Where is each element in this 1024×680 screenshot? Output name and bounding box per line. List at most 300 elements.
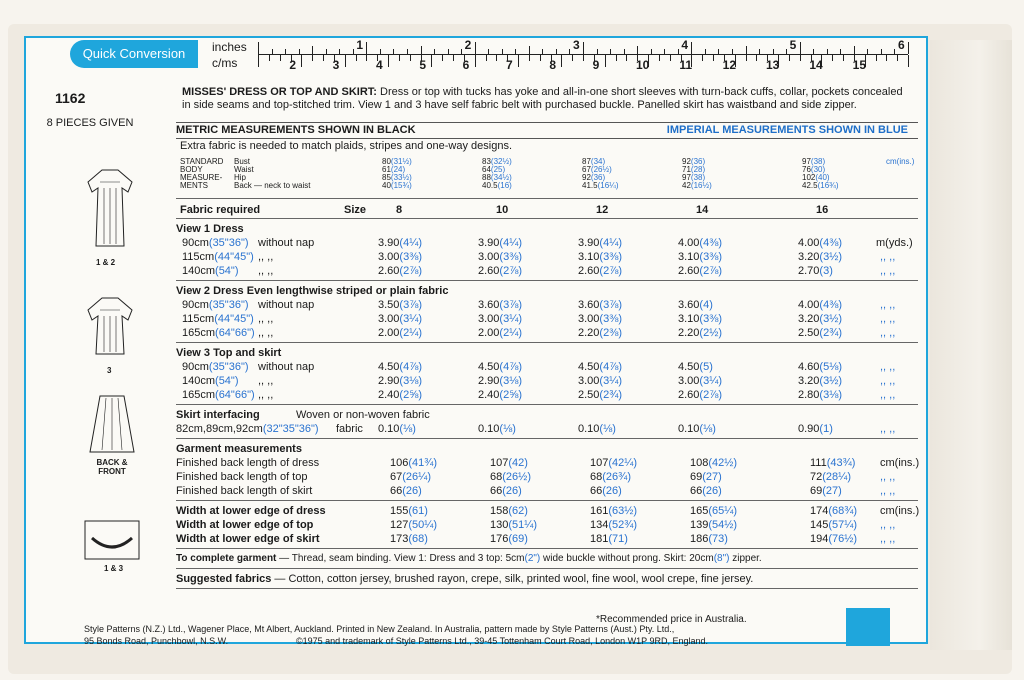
- garment-value: 69(27): [690, 471, 722, 483]
- description: [176, 86, 916, 114]
- ruler-tick: [773, 49, 774, 54]
- garment-value: 72(28¼): [810, 471, 851, 483]
- ruler-tick: [746, 55, 747, 61]
- width-value: 161(63½): [590, 505, 638, 517]
- ruler-tick: [713, 55, 714, 61]
- cm-mark: 8: [549, 58, 557, 72]
- garment-value: 66(26): [390, 485, 422, 497]
- ruler-tick: [502, 49, 503, 54]
- complete-garment: To complete garment — Thread, seam binding. View 1: Dress and 3 top: 5cm(2") wide buckle without prong. Skirt: 20cm(8") zipper.: [176, 553, 762, 564]
- ruler-tick: [670, 55, 671, 61]
- ditto-mark: ,, ,,: [880, 361, 896, 373]
- standard-value: 67(26½): [582, 165, 612, 174]
- fabric-width: 165cm(64"66"): [182, 389, 255, 401]
- standard-value: 76(30): [802, 165, 826, 174]
- fabric-amount: 3.00(3⅜): [378, 251, 423, 263]
- ruler-tick: [843, 55, 844, 61]
- fabric-note: ,, ,,: [258, 251, 274, 263]
- dress-figure-icon: [80, 166, 140, 256]
- standard-value: 41.5(16¼): [582, 181, 619, 190]
- ruler-tick: [475, 42, 476, 54]
- fabric-amount: 3.90(4¼): [578, 237, 623, 249]
- fabric-amount: 3.50(3⅞): [378, 299, 423, 311]
- fabric-amount: 2.60(2⅞): [678, 389, 723, 401]
- fabric-amount: 4.00(4⅜): [678, 237, 723, 249]
- fabric-amount: 3.00(3¼): [678, 375, 723, 387]
- description-title: MISSES' DRESS OR TOP AND SKIRT:: [182, 86, 377, 98]
- standard-value: 97(38): [802, 157, 826, 166]
- width-value: 139(54½): [690, 519, 738, 531]
- garment-value: 68(26¾): [590, 471, 631, 483]
- fabric-width: 140cm(54"): [182, 375, 239, 387]
- width-value: 145(57¼): [810, 519, 858, 531]
- ditto-mark: ,, ,,: [880, 265, 896, 277]
- ditto-mark: ,, ,,: [880, 251, 896, 263]
- ruler-tick: [399, 55, 400, 61]
- fabric-amount: 3.00(3⅜): [478, 251, 523, 263]
- ruler-tick: [827, 49, 828, 54]
- ruler-tick: [867, 49, 868, 54]
- fabric-note: ,, ,,: [258, 313, 274, 325]
- fabric-amount: 2.20(2½): [678, 327, 723, 339]
- ruler-tick: [664, 49, 665, 54]
- recommended-price: *Recommended price in Australia.: [596, 614, 747, 625]
- standard-value: 64(25): [482, 165, 506, 174]
- ditto-mark: ,, ,,: [880, 327, 896, 339]
- cm-mark: 14: [809, 58, 823, 72]
- footer-line-2b: ©1975 and trademark of Style Patterns Ltd., 39-45 Tottenham Court Road, London W1P 9RD, England.: [296, 636, 709, 646]
- garment-title: Garment measurements: [176, 443, 302, 455]
- width-value: 134(52¾): [590, 519, 638, 531]
- ruler-tick: [486, 55, 487, 61]
- width-value: 155(61): [390, 505, 428, 517]
- fabric-note: without nap: [258, 237, 315, 249]
- width-value: 173(68): [390, 533, 428, 545]
- ruler-tick: [583, 42, 584, 54]
- ruler-tick: [800, 42, 801, 54]
- standard-value: 61(24): [382, 165, 406, 174]
- ruler-tick: [326, 49, 327, 54]
- ruler-tick: [280, 55, 281, 61]
- size-heading: 10: [496, 204, 509, 216]
- section-unit: m(yds.): [876, 237, 913, 249]
- fabric-width: 165cm(64"66"): [182, 327, 255, 339]
- ruler-tick: [756, 55, 757, 61]
- cm-mark: 11: [679, 58, 693, 72]
- section-divider: [176, 438, 918, 439]
- ruler-tick: [624, 49, 625, 54]
- standard-value: 92(36): [682, 157, 706, 166]
- fabric-width: 90cm(35"36"): [182, 361, 249, 373]
- ruler-tick: [258, 55, 259, 67]
- fabric-amount: 2.40(2⅝): [478, 389, 523, 401]
- ruler-tick: [488, 49, 489, 54]
- description-text: Dress or top with tucks has yoke and all-in-one short sleeves with turn-back cuffs, collar, pockets concealed in side seams and top-stitched trim. View 1 and 3 have self fabric belt with purchased buckle. Panelled skirt has waistband and side zipper.: [182, 86, 903, 111]
- ruler-tick: [702, 55, 703, 61]
- width-value: 158(62): [490, 505, 528, 517]
- ruler-tick: [832, 55, 833, 61]
- cms-label: c/ms: [212, 56, 238, 70]
- fabric-amount: 4.50(5): [678, 361, 713, 373]
- fabric-amount: 3.00(3¼): [578, 375, 623, 387]
- inch-mark: 3: [573, 38, 580, 52]
- standard-label: MENTS: [180, 181, 208, 190]
- standard-value: 40(15¾): [382, 181, 412, 190]
- ruler-tick: [312, 46, 313, 54]
- width-value: 165(65¼): [690, 505, 738, 517]
- cm-mark: 9: [592, 58, 600, 72]
- ditto-mark: ,, ,,: [880, 299, 896, 311]
- cm-mark: 6: [462, 58, 470, 72]
- garment-value: 66(26): [590, 485, 622, 497]
- garment-value: 66(26): [690, 485, 722, 497]
- width-value: 176(69): [490, 533, 528, 545]
- ruler-tick: [637, 46, 638, 54]
- cm-mark: 7: [506, 58, 513, 72]
- interfacing-amount: 0.10(⅛): [378, 423, 416, 435]
- footer-line-1: Style Patterns (N.Z.) Ltd., Wagener Place, Mt Albert, Auckland. Printed in New Zealand. In Australia, pattern made by Style Patterns (Aust.) Pty. Ltd.,: [84, 624, 675, 634]
- section-divider: [176, 500, 918, 501]
- ruler-tick: [583, 55, 584, 61]
- figure-label-1-3: 1 & 3: [104, 564, 124, 573]
- section-divider: [176, 568, 918, 569]
- size-heading: 8: [396, 204, 403, 216]
- price-box: [846, 608, 890, 646]
- inch-mark: 5: [789, 38, 797, 52]
- fabric-width: 90cm(35"36"): [182, 237, 249, 249]
- measure-part: Bust: [234, 157, 251, 166]
- ruler-tick: [800, 55, 801, 61]
- ruler-tick: [813, 49, 814, 54]
- ruler-tick: [339, 49, 340, 54]
- ruler-tick: [431, 55, 432, 67]
- section-divider: [176, 548, 918, 549]
- garment-unit: cm(ins.): [880, 457, 920, 469]
- fabric-amount: 3.10(3⅜): [578, 251, 623, 263]
- fabric-amount: 3.00(3⅜): [578, 313, 623, 325]
- garment-row-label: Finished back length of top: [176, 471, 308, 483]
- ruler-tick: [312, 55, 313, 61]
- section-divider: [176, 198, 918, 199]
- garment-row-label: Finished back length of skirt: [176, 485, 313, 497]
- standard-value: 87(34): [582, 157, 606, 166]
- fabric-amount: 2.40(2⅝): [378, 389, 423, 401]
- ruler-tick: [407, 49, 408, 54]
- fabric-amount: 4.50(4⅞): [378, 361, 423, 373]
- fabric-amount: 2.20(2⅜): [578, 327, 623, 339]
- width-row-label: Width at lower edge of top: [176, 519, 314, 531]
- ditto-mark: ,, ,,: [880, 375, 896, 387]
- fabric-amount: 2.50(2¾): [578, 389, 623, 401]
- ruler-tick: [442, 55, 443, 61]
- ruler-tick: [380, 49, 381, 54]
- fabric-amount: 2.90(3⅛): [478, 375, 523, 387]
- fabric-amount: 3.10(3⅜): [678, 313, 723, 325]
- fabric-amount: 2.00(2¼): [478, 327, 523, 339]
- ruler-tick: [881, 49, 882, 54]
- size-label: Size: [344, 204, 367, 216]
- section-divider: [176, 404, 918, 405]
- cm-mark: 15: [852, 58, 867, 72]
- ruler-tick: [561, 55, 562, 67]
- standard-value: 80(31½): [382, 157, 412, 166]
- ruler-tick: [356, 55, 357, 61]
- fabric-amount: 2.60(2⅞): [578, 265, 623, 277]
- fabric-note: ,, ,,: [258, 389, 274, 401]
- fabric-amount: 3.90(4¼): [478, 237, 523, 249]
- pieces-given: 8 PIECES GIVEN: [46, 117, 134, 129]
- ruler-tick: [453, 55, 454, 61]
- interfacing-note: Woven or non-woven fabric: [296, 409, 430, 421]
- ruler-tick: [353, 49, 354, 54]
- garment-value: 108(42½): [690, 457, 738, 469]
- ruler-tick: [746, 46, 747, 54]
- standard-label: MEASURE-: [180, 173, 223, 182]
- interfacing-title: Skirt interfacing: [176, 409, 260, 421]
- ruler-tick: [285, 49, 286, 54]
- fabric-amount: 4.50(4⅞): [578, 361, 623, 373]
- fabric-amount: 4.60(5⅛): [798, 361, 843, 373]
- ruler-tick: [299, 49, 300, 54]
- interfacing-amount: 0.10(⅛): [678, 423, 716, 435]
- ruler-tick: [542, 49, 543, 54]
- measure-part: Back — neck to waist: [234, 181, 311, 190]
- standard-value: 40.5(16): [482, 181, 512, 190]
- width-value: 127(50¼): [390, 519, 438, 531]
- ditto-mark: ,, ,,: [880, 423, 896, 435]
- ruler-tick: [496, 55, 497, 61]
- fabric-amount: 2.00(2¼): [378, 327, 423, 339]
- extra-fabric-note: Extra fabric is needed to match plaids, stripes and one-way designs.: [180, 140, 513, 152]
- ruler-tick: [854, 46, 855, 54]
- ruler-tick: [759, 49, 760, 54]
- size-heading: 14: [696, 204, 709, 216]
- ruler-tick: [345, 55, 346, 67]
- fabric-note: ,, ,,: [258, 327, 274, 339]
- garment-row-label: Finished back length of dress: [176, 457, 320, 469]
- ruler-tick: [626, 55, 627, 61]
- inch-mark: 2: [464, 38, 472, 52]
- ruler-tick: [659, 55, 660, 61]
- ruler-tick: [529, 55, 530, 61]
- ditto-mark: ,, ,,: [880, 533, 896, 545]
- ruler-tick: [518, 55, 519, 67]
- standard-value: 42(16½): [682, 181, 712, 190]
- garment-value: 106(41¾): [390, 457, 438, 469]
- fabric-amount: 3.60(4): [678, 299, 713, 311]
- fabric-amount: 3.60(3⅞): [578, 299, 623, 311]
- fabric-width: 115cm(44"45"): [182, 251, 254, 263]
- cm-mark: 3: [332, 58, 340, 72]
- interfacing-what: fabric: [336, 423, 363, 435]
- section-title: View 2 Dress Even lengthwise striped or plain fabric: [176, 285, 449, 297]
- fabric-amount: 3.90(4¼): [378, 237, 423, 249]
- ruler-tick: [605, 55, 606, 67]
- ruler-tick: [556, 49, 557, 54]
- ruler-tick: [897, 55, 898, 61]
- fabric-amount: 4.00(4⅜): [798, 299, 843, 311]
- width-value: 194(76½): [810, 533, 858, 545]
- fabric-amount: 3.20(3½): [798, 375, 843, 387]
- ruler-tick: [540, 55, 541, 61]
- inches-label: inches: [212, 40, 247, 54]
- cm-mark: 2: [289, 58, 297, 72]
- garment-value: 107(42¼): [590, 457, 638, 469]
- fabric-note: without nap: [258, 299, 315, 311]
- ruler-tick: [269, 55, 270, 61]
- quick-conversion-label: Quick Conversion: [70, 40, 198, 68]
- size-heading: 12: [596, 204, 609, 216]
- fabric-amount: 2.80(3⅛): [798, 389, 843, 401]
- ruler-tick: [616, 55, 617, 61]
- pattern-number: 1162: [55, 90, 86, 106]
- ruler-tick: [388, 55, 389, 67]
- interfacing-amount: 0.10(⅛): [478, 423, 516, 435]
- ruler-tick: [678, 49, 679, 54]
- section-divider: [176, 342, 918, 343]
- fabric-note: ,, ,,: [258, 265, 274, 277]
- ditto-mark: ,, ,,: [880, 485, 896, 497]
- interfacing-amount: 0.10(⅛): [578, 423, 616, 435]
- standard-value: 102(40): [802, 173, 830, 182]
- cm-mark: 13: [766, 58, 780, 72]
- cm-mark: 4: [376, 58, 383, 72]
- fabric-width: 115cm(44"45"): [182, 313, 254, 325]
- ruler-tick: [366, 55, 367, 61]
- fabric-width: 140cm(54"): [182, 265, 239, 277]
- ruler-tick: [410, 55, 411, 61]
- cm-mark: 5: [419, 58, 427, 72]
- standard-value: 97(38): [682, 173, 706, 182]
- interfacing-amount: 0.90(1): [798, 423, 833, 435]
- fabric-amount: 2.90(3⅛): [378, 375, 423, 387]
- garment-value: 107(42): [490, 457, 528, 469]
- section-divider: [176, 588, 918, 589]
- fabric-amount: 4.50(4⅞): [478, 361, 523, 373]
- figure-label-back-front: BACK & FRONT: [96, 458, 128, 476]
- fabric-required-label: Fabric required: [180, 204, 261, 216]
- interfacing-width: 82cm,89cm,92cm(32"35"36"): [176, 423, 319, 435]
- garment-value: 67(26¼): [390, 471, 431, 483]
- ditto-mark: ,, ,,: [880, 519, 896, 531]
- metric-note: METRIC MEASUREMENTS SHOWN IN BLACK: [176, 124, 416, 136]
- ruler-tick: [515, 49, 516, 54]
- width-value: 174(68¾): [810, 505, 858, 517]
- fabric-amount: 3.00(3¼): [378, 313, 423, 325]
- fabric-amount: 3.00(3¼): [478, 313, 523, 325]
- fabric-amount: 3.20(3½): [798, 251, 843, 263]
- width-row-label: Width at lower edge of skirt: [176, 533, 320, 545]
- fabric-amount: 2.60(2⅞): [478, 265, 523, 277]
- top-figure-icon: [80, 294, 140, 364]
- fabric-note: ,, ,,: [258, 375, 274, 387]
- imperial-note: IMPERIAL MEASUREMENTS SHOWN IN BLUE: [666, 124, 908, 136]
- fabric-amount: 3.10(3⅜): [678, 251, 723, 263]
- section-title: View 1 Dress: [176, 223, 244, 235]
- ruler-tick: [434, 49, 435, 54]
- ruler-tick: [908, 55, 909, 67]
- standard-label: STANDARD: [180, 157, 224, 166]
- ruler-tick: [651, 49, 652, 54]
- standard-value: 88(34½): [482, 173, 512, 182]
- ruler-tick: [529, 46, 530, 54]
- garment-value: 69(27): [810, 485, 842, 497]
- width-unit: cm(ins.): [880, 505, 920, 517]
- cm-mark: 10: [636, 58, 650, 72]
- suggested-fabrics: Suggested fabrics — Cotton, cotton jersey, brushed rayon, crepe, silk, printed wool, fine wool, wool crepe, fine jersey.: [176, 573, 754, 585]
- ruler-tick: [908, 42, 909, 54]
- ruler-tick: [886, 55, 887, 61]
- standard-value: 42.5(16¾): [802, 181, 839, 190]
- fabric-amount: 4.00(4⅜): [798, 237, 843, 249]
- section-divider: [176, 218, 918, 219]
- ruler-tick: [461, 49, 462, 54]
- figure-label-3: 3: [107, 366, 112, 375]
- standard-value: 85(33½): [382, 173, 412, 182]
- size-heading: 16: [816, 204, 829, 216]
- ruler-tick: [894, 49, 895, 54]
- standard-value: 92(36): [582, 173, 606, 182]
- section-title: View 3 Top and skirt: [176, 347, 282, 359]
- width-row-label: Width at lower edge of dress: [176, 505, 326, 517]
- footer-line-2a: 95 Bonds Road, Punchbowl, N.S.W.: [84, 636, 229, 646]
- fabric-amount: 2.60(2⅞): [678, 265, 723, 277]
- cm-mark: 12: [722, 58, 737, 72]
- ditto-mark: ,, ,,: [880, 313, 896, 325]
- standard-label: BODY: [180, 165, 203, 174]
- ruler-tick: [876, 55, 877, 61]
- ruler-tick: [705, 49, 706, 54]
- width-value: 186(73): [690, 533, 728, 545]
- belt-figure-icon: [84, 520, 140, 560]
- standard-value: 83(32½): [482, 157, 512, 166]
- fabric-amount: 2.50(2¾): [798, 327, 843, 339]
- fabric-amount: 3.20(3½): [798, 313, 843, 325]
- inch-mark: 1: [356, 38, 364, 52]
- measure-part: Waist: [234, 165, 254, 174]
- ruler-tick: [718, 49, 719, 54]
- fabric-width: 90cm(35"36"): [182, 299, 249, 311]
- ruler-tick: [732, 49, 733, 54]
- fabric-amount: 2.70(3): [798, 265, 833, 277]
- ruler-tick: [597, 49, 598, 54]
- garment-value: 66(26): [490, 485, 522, 497]
- ruler-tick: [572, 55, 573, 61]
- fabric-note: without nap: [258, 361, 315, 373]
- fabric-amount: 2.60(2⅞): [378, 265, 423, 277]
- garment-value: 68(26½): [490, 471, 531, 483]
- figure-label-1-2: 1 & 2: [96, 258, 116, 267]
- units-header: [176, 122, 918, 139]
- envelope-flap: [930, 40, 1012, 650]
- width-value: 181(71): [590, 533, 628, 545]
- width-value: 130(51¼): [490, 519, 538, 531]
- ruler-tick: [789, 55, 790, 61]
- ruler-tick: [393, 49, 394, 54]
- section-divider: [176, 280, 918, 281]
- ruler-tick: [366, 42, 367, 54]
- ruler-tick: [475, 55, 476, 67]
- ruler-tick: [786, 49, 787, 54]
- ruler-tick: [421, 46, 422, 54]
- ruler-tick: [258, 42, 259, 54]
- ruler-tick: [301, 55, 302, 67]
- ditto-mark: ,, ,,: [880, 471, 896, 483]
- inch-mark: 6: [898, 38, 905, 52]
- ruler-tick: [610, 49, 611, 54]
- ruler-tick: [272, 49, 273, 54]
- ruler-tick: [840, 49, 841, 54]
